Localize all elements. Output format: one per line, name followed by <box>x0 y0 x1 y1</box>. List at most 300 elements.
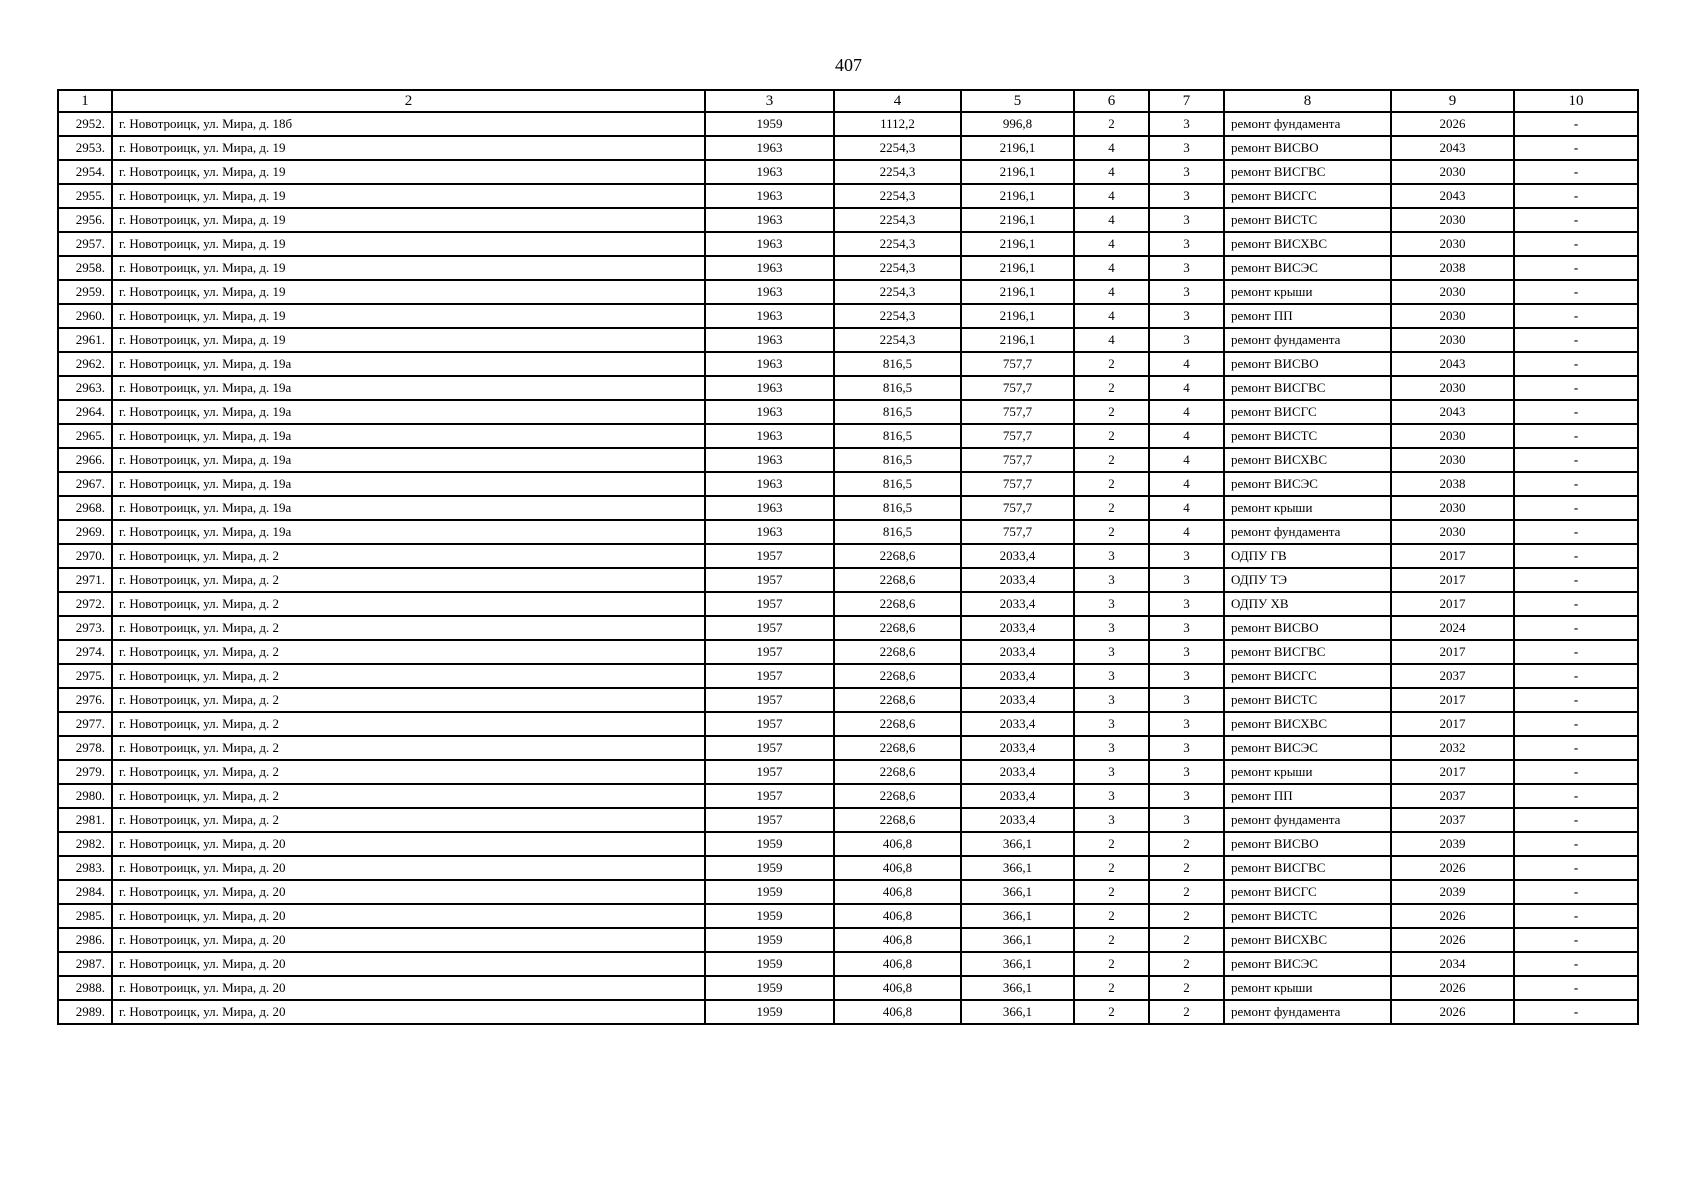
note-cell: - <box>1514 784 1638 808</box>
entrances-cell: 3 <box>1149 544 1224 568</box>
floors-cell: 2 <box>1074 376 1149 400</box>
planned-year-cell: 2039 <box>1391 832 1514 856</box>
work-type-cell: ремонт фундамента <box>1224 520 1391 544</box>
living-area-cell: 2033,4 <box>961 664 1074 688</box>
year-built-cell: 1957 <box>705 544 834 568</box>
row-number-cell: 2984. <box>58 880 112 904</box>
address-cell: г. Новотроицк, ул. Мира, д. 19а <box>112 496 705 520</box>
planned-year-cell: 2043 <box>1391 400 1514 424</box>
address-cell: г. Новотроицк, ул. Мира, д. 20 <box>112 856 705 880</box>
address-cell: г. Новотроицк, ул. Мира, д. 2 <box>112 640 705 664</box>
entrances-cell: 3 <box>1149 256 1224 280</box>
table-row <box>58 376 1638 400</box>
entrances-cell: 4 <box>1149 520 1224 544</box>
row-number-cell: 2982. <box>58 832 112 856</box>
work-type-cell: ремонт ВИСТС <box>1224 688 1391 712</box>
living-area-cell: 2196,1 <box>961 232 1074 256</box>
work-type-cell: ремонт фундамента <box>1224 112 1391 136</box>
note-cell: - <box>1514 976 1638 1000</box>
page-number: 407 <box>835 55 862 75</box>
living-area-cell: 2196,1 <box>961 280 1074 304</box>
entrances-cell: 2 <box>1149 904 1224 928</box>
planned-year-cell: 2017 <box>1391 760 1514 784</box>
total-area-cell: 2254,3 <box>834 304 961 328</box>
entrances-cell: 3 <box>1149 160 1224 184</box>
floors-cell: 3 <box>1074 616 1149 640</box>
living-area-cell: 2033,4 <box>961 736 1074 760</box>
entrances-cell: 3 <box>1149 736 1224 760</box>
table-row <box>58 472 1638 496</box>
year-built-cell: 1963 <box>705 208 834 232</box>
address-cell: г. Новотроицк, ул. Мира, д. 2 <box>112 568 705 592</box>
row-number-cell: 2981. <box>58 808 112 832</box>
row-number-cell: 2955. <box>58 184 112 208</box>
living-area-cell: 366,1 <box>961 928 1074 952</box>
address-cell: г. Новотроицк, ул. Мира, д. 2 <box>112 664 705 688</box>
planned-year-cell: 2017 <box>1391 568 1514 592</box>
entrances-cell: 2 <box>1149 880 1224 904</box>
row-number-cell: 2966. <box>58 448 112 472</box>
entrances-cell: 3 <box>1149 568 1224 592</box>
year-built-cell: 1957 <box>705 640 834 664</box>
total-area-cell: 2268,6 <box>834 544 961 568</box>
work-type-cell: ремонт ВИСВО <box>1224 136 1391 160</box>
table-row <box>58 832 1638 856</box>
year-built-cell: 1957 <box>705 760 834 784</box>
floors-cell: 3 <box>1074 664 1149 688</box>
note-cell: - <box>1514 232 1638 256</box>
note-cell: - <box>1514 880 1638 904</box>
work-type-cell: ремонт ВИСВО <box>1224 832 1391 856</box>
address-cell: г. Новотроицк, ул. Мира, д. 19а <box>112 520 705 544</box>
planned-year-cell: 2024 <box>1391 616 1514 640</box>
year-built-cell: 1963 <box>705 256 834 280</box>
total-area-cell: 2268,6 <box>834 592 961 616</box>
address-cell: г. Новотроицк, ул. Мира, д. 19а <box>112 352 705 376</box>
note-cell: - <box>1514 160 1638 184</box>
year-built-cell: 1957 <box>705 808 834 832</box>
column-header-1: 1 <box>58 90 112 112</box>
total-area-cell: 2268,6 <box>834 568 961 592</box>
living-area-cell: 2033,4 <box>961 808 1074 832</box>
work-type-cell: ремонт ВИСГС <box>1224 400 1391 424</box>
table-row <box>58 208 1638 232</box>
floors-cell: 2 <box>1074 832 1149 856</box>
entrances-cell: 2 <box>1149 976 1224 1000</box>
table-row <box>58 424 1638 448</box>
row-number-cell: 2976. <box>58 688 112 712</box>
table-row <box>58 568 1638 592</box>
work-type-cell: ремонт ВИСГС <box>1224 184 1391 208</box>
work-type-cell: ремонт ВИСХВС <box>1224 712 1391 736</box>
year-built-cell: 1963 <box>705 520 834 544</box>
floors-cell: 2 <box>1074 880 1149 904</box>
note-cell: - <box>1514 544 1638 568</box>
total-area-cell: 816,5 <box>834 472 961 496</box>
total-area-cell: 406,8 <box>834 1000 961 1024</box>
work-type-cell: ремонт ВИСЭС <box>1224 472 1391 496</box>
note-cell: - <box>1514 664 1638 688</box>
work-type-cell: ремонт ВИСВО <box>1224 352 1391 376</box>
living-area-cell: 2196,1 <box>961 160 1074 184</box>
floors-cell: 2 <box>1074 424 1149 448</box>
total-area-cell: 2268,6 <box>834 808 961 832</box>
planned-year-cell: 2043 <box>1391 184 1514 208</box>
note-cell: - <box>1514 184 1638 208</box>
table-row <box>58 952 1638 976</box>
entrances-cell: 4 <box>1149 352 1224 376</box>
work-type-cell: ремонт крыши <box>1224 760 1391 784</box>
total-area-cell: 2268,6 <box>834 664 961 688</box>
year-built-cell: 1959 <box>705 880 834 904</box>
row-number-cell: 2970. <box>58 544 112 568</box>
table-row <box>58 328 1638 352</box>
living-area-cell: 996,8 <box>961 112 1074 136</box>
floors-cell: 2 <box>1074 904 1149 928</box>
address-cell: г. Новотроицк, ул. Мира, д. 2 <box>112 808 705 832</box>
year-built-cell: 1963 <box>705 400 834 424</box>
table-row <box>58 616 1638 640</box>
planned-year-cell: 2017 <box>1391 544 1514 568</box>
row-number-cell: 2958. <box>58 256 112 280</box>
year-built-cell: 1959 <box>705 832 834 856</box>
planned-year-cell: 2030 <box>1391 376 1514 400</box>
row-number-cell: 2980. <box>58 784 112 808</box>
floors-cell: 2 <box>1074 928 1149 952</box>
note-cell: - <box>1514 352 1638 376</box>
living-area-cell: 2033,4 <box>961 784 1074 808</box>
year-built-cell: 1963 <box>705 328 834 352</box>
note-cell: - <box>1514 808 1638 832</box>
address-cell: г. Новотроицк, ул. Мира, д. 20 <box>112 832 705 856</box>
living-area-cell: 366,1 <box>961 1000 1074 1024</box>
year-built-cell: 1963 <box>705 352 834 376</box>
floors-cell: 3 <box>1074 688 1149 712</box>
table-row <box>58 808 1638 832</box>
header-row <box>58 90 1638 112</box>
floors-cell: 2 <box>1074 400 1149 424</box>
address-cell: г. Новотроицк, ул. Мира, д. 19 <box>112 328 705 352</box>
floors-cell: 4 <box>1074 304 1149 328</box>
year-built-cell: 1959 <box>705 976 834 1000</box>
planned-year-cell: 2037 <box>1391 664 1514 688</box>
row-number-cell: 2952. <box>58 112 112 136</box>
work-type-cell: ремонт ВИСХВС <box>1224 928 1391 952</box>
entrances-cell: 4 <box>1149 448 1224 472</box>
work-type-cell: ремонт фундамента <box>1224 328 1391 352</box>
planned-year-cell: 2038 <box>1391 472 1514 496</box>
total-area-cell: 406,8 <box>834 928 961 952</box>
work-type-cell: ремонт ВИСЭС <box>1224 256 1391 280</box>
row-number-cell: 2972. <box>58 592 112 616</box>
living-area-cell: 2196,1 <box>961 328 1074 352</box>
planned-year-cell: 2034 <box>1391 952 1514 976</box>
table-row <box>58 904 1638 928</box>
total-area-cell: 2268,6 <box>834 760 961 784</box>
planned-year-cell: 2030 <box>1391 232 1514 256</box>
work-type-cell: ремонт ВИСГВС <box>1224 376 1391 400</box>
note-cell: - <box>1514 760 1638 784</box>
address-cell: г. Новотроицк, ул. Мира, д. 19 <box>112 232 705 256</box>
address-cell: г. Новотроицк, ул. Мира, д. 20 <box>112 976 705 1000</box>
floors-cell: 2 <box>1074 856 1149 880</box>
floors-cell: 3 <box>1074 808 1149 832</box>
row-number-cell: 2954. <box>58 160 112 184</box>
note-cell: - <box>1514 256 1638 280</box>
planned-year-cell: 2017 <box>1391 712 1514 736</box>
floors-cell: 3 <box>1074 784 1149 808</box>
entrances-cell: 3 <box>1149 760 1224 784</box>
work-type-cell: ремонт ВИСГС <box>1224 880 1391 904</box>
total-area-cell: 2254,3 <box>834 208 961 232</box>
floors-cell: 4 <box>1074 208 1149 232</box>
living-area-cell: 366,1 <box>961 856 1074 880</box>
floors-cell: 3 <box>1074 640 1149 664</box>
living-area-cell: 366,1 <box>961 952 1074 976</box>
living-area-cell: 2033,4 <box>961 760 1074 784</box>
year-built-cell: 1959 <box>705 856 834 880</box>
total-area-cell: 2254,3 <box>834 328 961 352</box>
column-header-4: 4 <box>834 90 961 112</box>
column-header-6: 6 <box>1074 90 1149 112</box>
entrances-cell: 3 <box>1149 280 1224 304</box>
living-area-cell: 366,1 <box>961 976 1074 1000</box>
floors-cell: 3 <box>1074 736 1149 760</box>
note-cell: - <box>1514 856 1638 880</box>
entrances-cell: 4 <box>1149 472 1224 496</box>
planned-year-cell: 2017 <box>1391 640 1514 664</box>
total-area-cell: 406,8 <box>834 856 961 880</box>
total-area-cell: 406,8 <box>834 904 961 928</box>
row-number-cell: 2988. <box>58 976 112 1000</box>
table-row <box>58 184 1638 208</box>
floors-cell: 2 <box>1074 496 1149 520</box>
note-cell: - <box>1514 448 1638 472</box>
total-area-cell: 406,8 <box>834 880 961 904</box>
table-row <box>58 520 1638 544</box>
entrances-cell: 4 <box>1149 376 1224 400</box>
table-row <box>58 880 1638 904</box>
living-area-cell: 2196,1 <box>961 304 1074 328</box>
column-header-10: 10 <box>1514 90 1638 112</box>
planned-year-cell: 2030 <box>1391 160 1514 184</box>
entrances-cell: 4 <box>1149 424 1224 448</box>
planned-year-cell: 2026 <box>1391 112 1514 136</box>
living-area-cell: 757,7 <box>961 472 1074 496</box>
note-cell: - <box>1514 712 1638 736</box>
address-cell: г. Новотроицк, ул. Мира, д. 19 <box>112 184 705 208</box>
planned-year-cell: 2039 <box>1391 880 1514 904</box>
address-cell: г. Новотроицк, ул. Мира, д. 19а <box>112 472 705 496</box>
note-cell: - <box>1514 640 1638 664</box>
table-row <box>58 760 1638 784</box>
living-area-cell: 366,1 <box>961 880 1074 904</box>
year-built-cell: 1957 <box>705 664 834 688</box>
living-area-cell: 2033,4 <box>961 592 1074 616</box>
table-row <box>58 784 1638 808</box>
row-number-cell: 2978. <box>58 736 112 760</box>
table-row <box>58 400 1638 424</box>
total-area-cell: 816,5 <box>834 448 961 472</box>
column-header-2: 2 <box>112 90 705 112</box>
floors-cell: 4 <box>1074 184 1149 208</box>
row-number-cell: 2985. <box>58 904 112 928</box>
work-type-cell: ремонт крыши <box>1224 496 1391 520</box>
living-area-cell: 2033,4 <box>961 616 1074 640</box>
table-row <box>58 352 1638 376</box>
entrances-cell: 2 <box>1149 1000 1224 1024</box>
work-type-cell: ремонт ВИСХВС <box>1224 232 1391 256</box>
floors-cell: 2 <box>1074 112 1149 136</box>
row-number-cell: 2987. <box>58 952 112 976</box>
note-cell: - <box>1514 280 1638 304</box>
note-cell: - <box>1514 520 1638 544</box>
year-built-cell: 1963 <box>705 160 834 184</box>
total-area-cell: 406,8 <box>834 832 961 856</box>
living-area-cell: 757,7 <box>961 376 1074 400</box>
year-built-cell: 1959 <box>705 112 834 136</box>
note-cell: - <box>1514 568 1638 592</box>
total-area-cell: 816,5 <box>834 352 961 376</box>
work-type-cell: ремонт крыши <box>1224 280 1391 304</box>
row-number-cell: 2961. <box>58 328 112 352</box>
column-header-8: 8 <box>1224 90 1391 112</box>
year-built-cell: 1959 <box>705 952 834 976</box>
row-number-cell: 2986. <box>58 928 112 952</box>
year-built-cell: 1957 <box>705 784 834 808</box>
planned-year-cell: 2030 <box>1391 424 1514 448</box>
note-cell: - <box>1514 376 1638 400</box>
table-row <box>58 496 1638 520</box>
entrances-cell: 3 <box>1149 208 1224 232</box>
row-number-cell: 2969. <box>58 520 112 544</box>
row-number-cell: 2964. <box>58 400 112 424</box>
floors-cell: 2 <box>1074 352 1149 376</box>
living-area-cell: 2033,4 <box>961 712 1074 736</box>
table-row <box>58 256 1638 280</box>
table-row <box>58 544 1638 568</box>
floors-cell: 2 <box>1074 520 1149 544</box>
table-row <box>58 112 1638 136</box>
note-cell: - <box>1514 424 1638 448</box>
note-cell: - <box>1514 952 1638 976</box>
table-body <box>58 112 1638 1024</box>
row-number-cell: 2956. <box>58 208 112 232</box>
floors-cell: 4 <box>1074 136 1149 160</box>
total-area-cell: 2254,3 <box>834 160 961 184</box>
floors-cell: 3 <box>1074 568 1149 592</box>
work-type-cell: ремонт ВИСЭС <box>1224 952 1391 976</box>
address-cell: г. Новотроицк, ул. Мира, д. 19 <box>112 280 705 304</box>
living-area-cell: 757,7 <box>961 520 1074 544</box>
address-cell: г. Новотроицк, ул. Мира, д. 20 <box>112 1000 705 1024</box>
row-number-cell: 2959. <box>58 280 112 304</box>
planned-year-cell: 2017 <box>1391 688 1514 712</box>
floors-cell: 2 <box>1074 448 1149 472</box>
entrances-cell: 2 <box>1149 952 1224 976</box>
note-cell: - <box>1514 832 1638 856</box>
work-type-cell: ремонт ВИСГВС <box>1224 160 1391 184</box>
address-cell: г. Новотроицк, ул. Мира, д. 19 <box>112 256 705 280</box>
column-header-9: 9 <box>1391 90 1514 112</box>
row-number-cell: 2957. <box>58 232 112 256</box>
floors-cell: 4 <box>1074 232 1149 256</box>
row-number-cell: 2971. <box>58 568 112 592</box>
row-number-cell: 2953. <box>58 136 112 160</box>
note-cell: - <box>1514 736 1638 760</box>
floors-cell: 4 <box>1074 256 1149 280</box>
total-area-cell: 816,5 <box>834 520 961 544</box>
row-number-cell: 2983. <box>58 856 112 880</box>
year-built-cell: 1963 <box>705 232 834 256</box>
entrances-cell: 3 <box>1149 616 1224 640</box>
living-area-cell: 2196,1 <box>961 256 1074 280</box>
floors-cell: 4 <box>1074 160 1149 184</box>
living-area-cell: 2196,1 <box>961 184 1074 208</box>
note-cell: - <box>1514 1000 1638 1024</box>
year-built-cell: 1963 <box>705 304 834 328</box>
table-row <box>58 640 1638 664</box>
total-area-cell: 816,5 <box>834 424 961 448</box>
note-cell: - <box>1514 904 1638 928</box>
entrances-cell: 3 <box>1149 232 1224 256</box>
entrances-cell: 2 <box>1149 856 1224 880</box>
living-area-cell: 2033,4 <box>961 568 1074 592</box>
note-cell: - <box>1514 208 1638 232</box>
table-row <box>58 448 1638 472</box>
table-row <box>58 664 1638 688</box>
year-built-cell: 1957 <box>705 616 834 640</box>
row-number-cell: 2977. <box>58 712 112 736</box>
address-cell: г. Новотроицк, ул. Мира, д. 19 <box>112 136 705 160</box>
row-number-cell: 2968. <box>58 496 112 520</box>
year-built-cell: 1957 <box>705 592 834 616</box>
year-built-cell: 1963 <box>705 136 834 160</box>
total-area-cell: 2254,3 <box>834 136 961 160</box>
living-area-cell: 757,7 <box>961 448 1074 472</box>
row-number-cell: 2975. <box>58 664 112 688</box>
total-area-cell: 2268,6 <box>834 688 961 712</box>
work-type-cell: ремонт ВИСВО <box>1224 616 1391 640</box>
work-type-cell: ремонт ВИСХВС <box>1224 448 1391 472</box>
total-area-cell: 2254,3 <box>834 280 961 304</box>
row-number-cell: 2979. <box>58 760 112 784</box>
planned-year-cell: 2030 <box>1391 520 1514 544</box>
year-built-cell: 1963 <box>705 376 834 400</box>
entrances-cell: 3 <box>1149 112 1224 136</box>
floors-cell: 2 <box>1074 1000 1149 1024</box>
year-built-cell: 1963 <box>705 280 834 304</box>
table-row <box>58 856 1638 880</box>
entrances-cell: 3 <box>1149 664 1224 688</box>
total-area-cell: 2268,6 <box>834 736 961 760</box>
planned-year-cell: 2030 <box>1391 304 1514 328</box>
total-area-cell: 2254,3 <box>834 184 961 208</box>
entrances-cell: 2 <box>1149 928 1224 952</box>
floors-cell: 2 <box>1074 472 1149 496</box>
living-area-cell: 757,7 <box>961 496 1074 520</box>
address-cell: г. Новотроицк, ул. Мира, д. 20 <box>112 928 705 952</box>
table-row <box>58 736 1638 760</box>
work-type-cell: ремонт ПП <box>1224 784 1391 808</box>
total-area-cell: 2268,6 <box>834 616 961 640</box>
table-row <box>58 160 1638 184</box>
floors-cell: 3 <box>1074 760 1149 784</box>
total-area-cell: 406,8 <box>834 976 961 1000</box>
address-cell: г. Новотроицк, ул. Мира, д. 2 <box>112 616 705 640</box>
living-area-cell: 2196,1 <box>961 136 1074 160</box>
note-cell: - <box>1514 112 1638 136</box>
